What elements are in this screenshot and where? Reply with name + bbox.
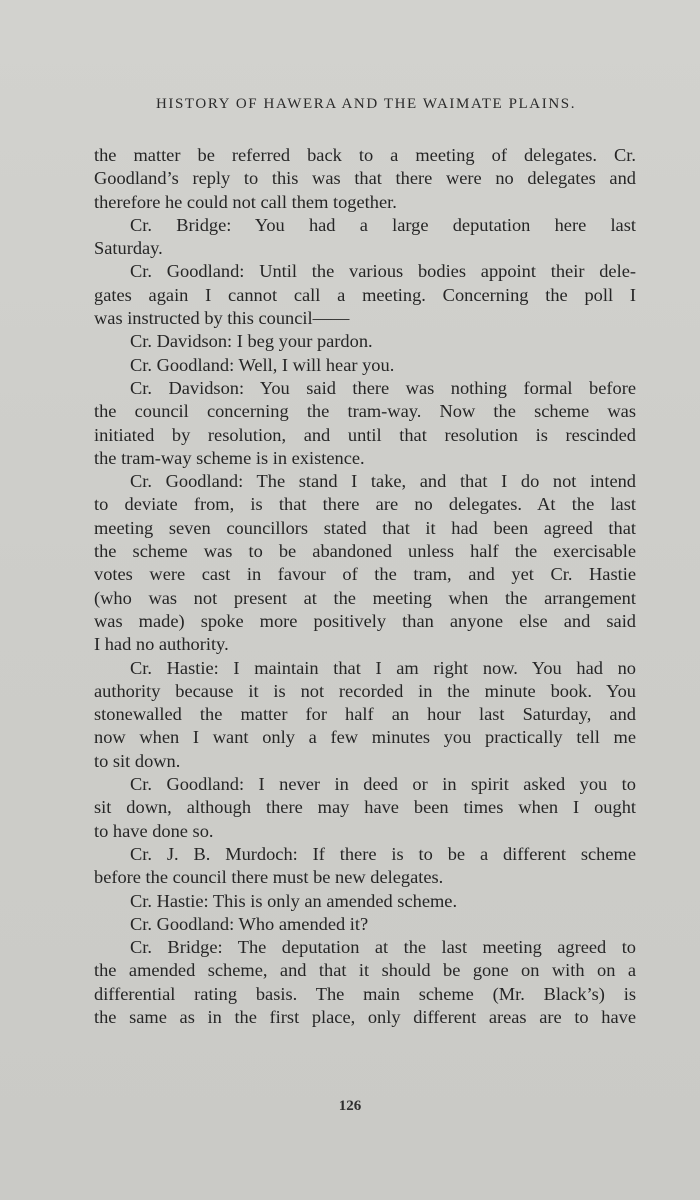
text-line: the amended scheme, and that it should be gone on with on a [94,960,636,981]
page-number: 126 [338,1098,362,1114]
text-line: Cr. Goodland: Until the various bodies appoint their dele- [130,261,636,282]
text-line: Cr. Hastie: This is only an amended scheme. [130,890,458,911]
text-line: (who was not present at the meeting when the arrangement [94,587,636,608]
text-line: differential rating basis. The main scheme (Mr. Black’s) is [94,983,636,1004]
text-line: to deviate from, is that there are no delegates. At the last [94,494,636,515]
text-line: Cr. Davidson: You said there was nothing formal before [130,377,636,398]
text-line: Cr. Goodland: The stand I take, and that I do not intend [130,471,636,492]
text-line: Cr. Goodland: I never in deed or in spirit asked you to [130,774,636,795]
text-line: Cr. Hastie: I maintain that I am right now. You had no [130,657,636,678]
text-line: Cr. Bridge: The deputation at the last meeting agreed to [130,937,636,958]
text-line: votes were cast in favour of the tram, and yet Cr. Hastie [94,564,636,585]
text-line: Goodland’s reply to this was that there were no delegates and [94,168,636,189]
text-line: was made) spoke more positively than anyone else and said [94,610,636,631]
text-line: gates again I cannot call a meeting. Concerning the poll I [94,284,636,305]
text-line: now when I want only a few minutes you practically tell me [94,727,636,748]
text-line: Cr. Bridge: You had a large deputation here last [130,214,636,235]
text-line: Cr. Goodland: Well, I will hear you. [130,354,395,375]
text-line: authority because it is not recorded in the minute book. You [94,680,636,701]
text-line: the same as in the first place, only different areas are to have [94,1006,636,1027]
text-line: the tram-way scheme is in existence. [94,447,365,468]
text-line: to have done so. [94,820,214,841]
text-line: Cr. Goodland: Who amended it? [130,913,369,934]
text-line: stonewalled the matter for half an hour last Saturday, and [94,704,636,725]
text-line: the matter be referred back to a meeting of delegates. Cr. [94,145,636,165]
text-line: Cr. J. B. Murdoch: If there is to be a different scheme [130,843,636,864]
text-line: therefore he could not call them together. [94,191,397,212]
running-head: HISTORY OF HAWERA AND THE WAIMATE PLAINS. [155,96,577,112]
text-line: I had no authority. [94,634,229,655]
text-line: to sit down. [94,750,181,771]
text-line: the scheme was to be abandoned unless half the exercisable [94,541,636,562]
body-text [94,144,636,1029]
text-line: initiated by resolution, and until that resolution is rescinded [94,424,636,445]
text-line: before the council there must be new delegates. [94,867,444,888]
text-line: Saturday. [94,238,163,259]
text-line: sit down, although there may have been times when I ought [94,797,636,818]
text-line: the council concerning the tram-way. Now the scheme was [94,401,636,422]
text-line: Cr. Davidson: I beg your pardon. [130,331,373,352]
text-line: meeting seven councillors stated that it had been agreed that [94,517,636,538]
text-line: was instructed by this council—— [94,308,350,329]
